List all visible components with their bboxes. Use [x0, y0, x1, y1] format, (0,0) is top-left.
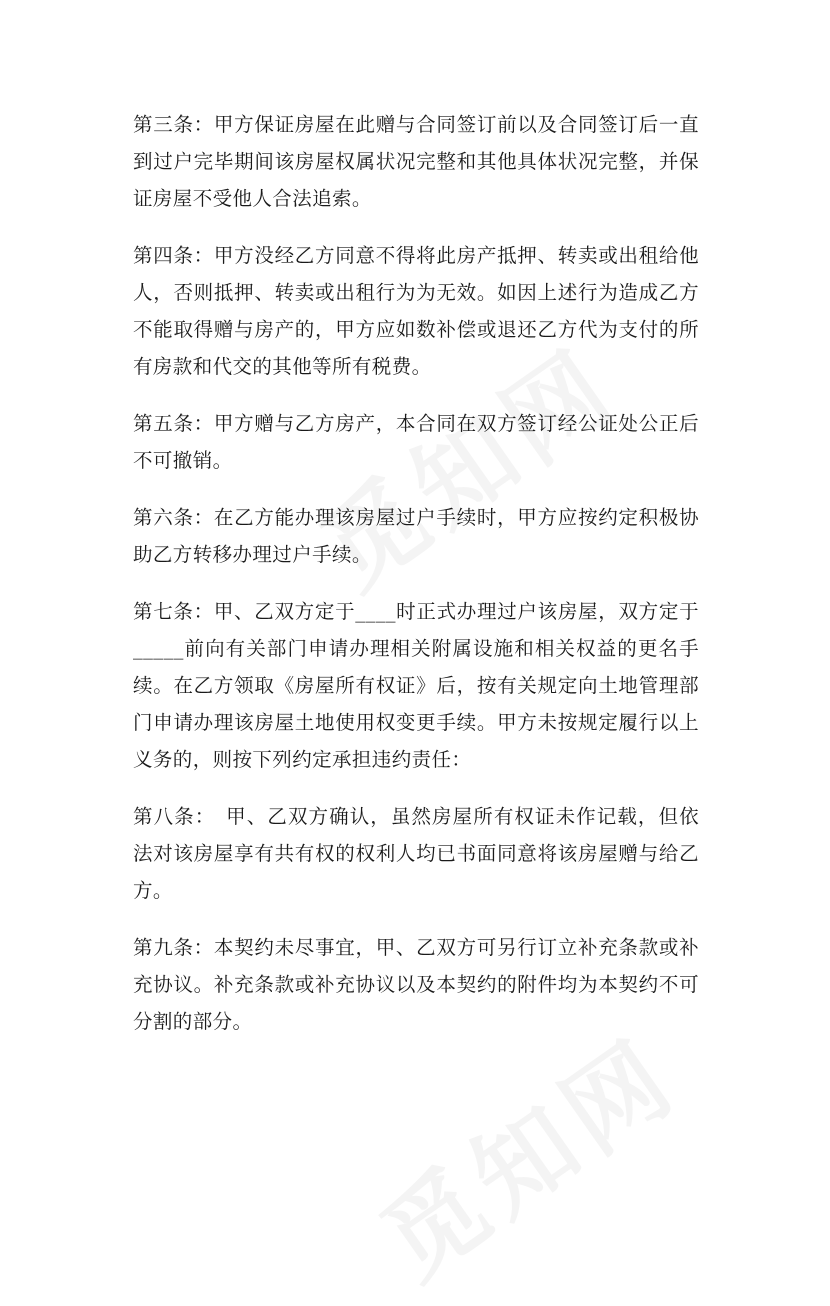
contract-body — [133, 106, 699, 1060]
clause-7: 第七条：甲、乙双方定于____时正式办理过户该房屋，双方定于_____前向有关部门申请办理相关附属设施和相关权益的更名手续。在乙方领取《房屋所有权证》后，按有关规定向土地管理部门申请办理该房屋土地使用权变更手续。甲方未按规定履行以上义务的，则按下列约定承担违约责任： — [133, 600, 699, 771]
clause-9: 第九条：本契约未尽事宜，甲、乙双方可另行订立补充条款或补充协议。补充条款或补充协议以及本契约的附件均为本契约不可分割的部分。 — [133, 936, 699, 1033]
clause-3: 第三条：甲方保证房屋在此赠与合同签订前以及合同签订后一直到过户完毕期间该房屋权属状况完整和其他具体状况完整，并保证房屋不受他人合法追索。 — [133, 113, 699, 210]
clause-4: 第四条：甲方没经乙方同意不得将此房产抵押、转卖或出租给他人，否则抵押、转卖或出租行为为无效。如因上述行为造成乙方不能取得赠与房产的，甲方应如数补偿或退还乙方代为支付的所有房款和代交的其他等所有税费。 — [133, 244, 699, 378]
clause-6: 第六条：在乙方能办理该房屋过户手续时，甲方应按约定积极协助乙方转移办理过户手续。 — [133, 506, 699, 566]
clause-5: 第五条：甲方赠与乙方房产，本合同在双方签订经公证处公正后不可撤销。 — [133, 412, 699, 472]
clause-8: 第八条： 甲、乙双方确认，虽然房屋所有权证未作记载，但依法对该房屋享有共有权的权利人均已书面同意将该房屋赠与给乙方。 — [133, 805, 699, 902]
